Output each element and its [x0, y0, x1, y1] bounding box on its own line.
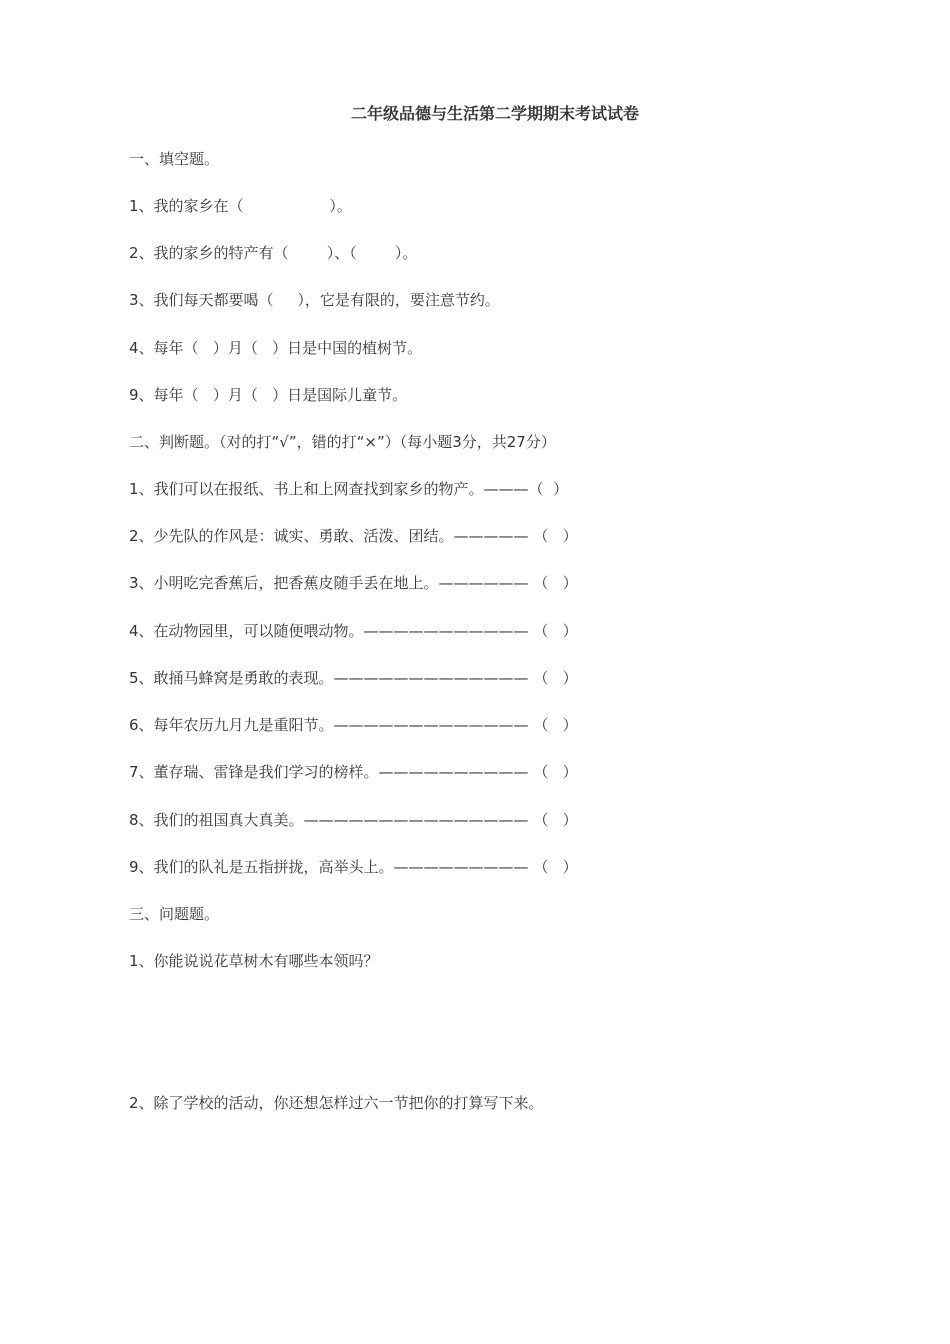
true-false-question: 5、敢捅马蜂窝是勇敢的表现。————————————— （ ）	[129, 669, 578, 687]
open-question: 2、除了学校的活动，你还想怎样过六一节把你的打算写下来。	[129, 1094, 544, 1112]
section-heading-true-false: 二、判断题。（对的打“√”，错的打“×”）（每小题3分，共27分）	[129, 433, 556, 451]
true-false-question: 3、小明吃完香蕉后，把香蕉皮随手丢在地上。—————— （ ）	[129, 574, 578, 592]
fill-blank-question: 2、我的家乡的特产有（ ）、（ ）。	[129, 244, 418, 262]
true-false-question: 7、董存瑞、雷锋是我们学习的榜样。—————————— （ ）	[129, 763, 578, 781]
fill-blank-question: 3、我们每天都要喝（ ），它是有限的，要注意节约。	[129, 291, 500, 309]
open-question: 1、你能说说花草树木有哪些本领吗？	[129, 952, 379, 970]
true-false-question: 8、我们的祖国真大真美。——————————————— （ ）	[129, 811, 578, 829]
true-false-question: 9、我们的队礼是五指拼拢，高举头上。————————— （ ）	[129, 858, 578, 876]
fill-blank-question: 1、我的家乡在（ ）。	[129, 197, 352, 215]
true-false-question: 6、每年农历九月九是重阳节。————————————— （ ）	[129, 716, 578, 734]
true-false-question: 1、我们可以在报纸、书上和上网查找到家乡的物产。———（ ）	[129, 480, 569, 498]
page-title: 二年级品德与生活第二学期期末考试试卷	[350, 104, 639, 123]
fill-blank-question: 9、每年（ ）月（ ）日是国际儿童节。	[129, 386, 408, 404]
fill-blank-question: 4、每年（ ）月（ ）日是中国的植树节。	[129, 339, 423, 357]
true-false-question: 2、少先队的作风是：诚实、勇敢、活泼、团结。————— （ ）	[129, 527, 578, 545]
section-heading-fill-blank: 一、填空题。	[129, 150, 220, 168]
true-false-question: 4、在动物园里，可以随便喂动物。——————————— （ ）	[129, 622, 578, 640]
section-heading-questions: 三、问题题。	[129, 905, 220, 923]
